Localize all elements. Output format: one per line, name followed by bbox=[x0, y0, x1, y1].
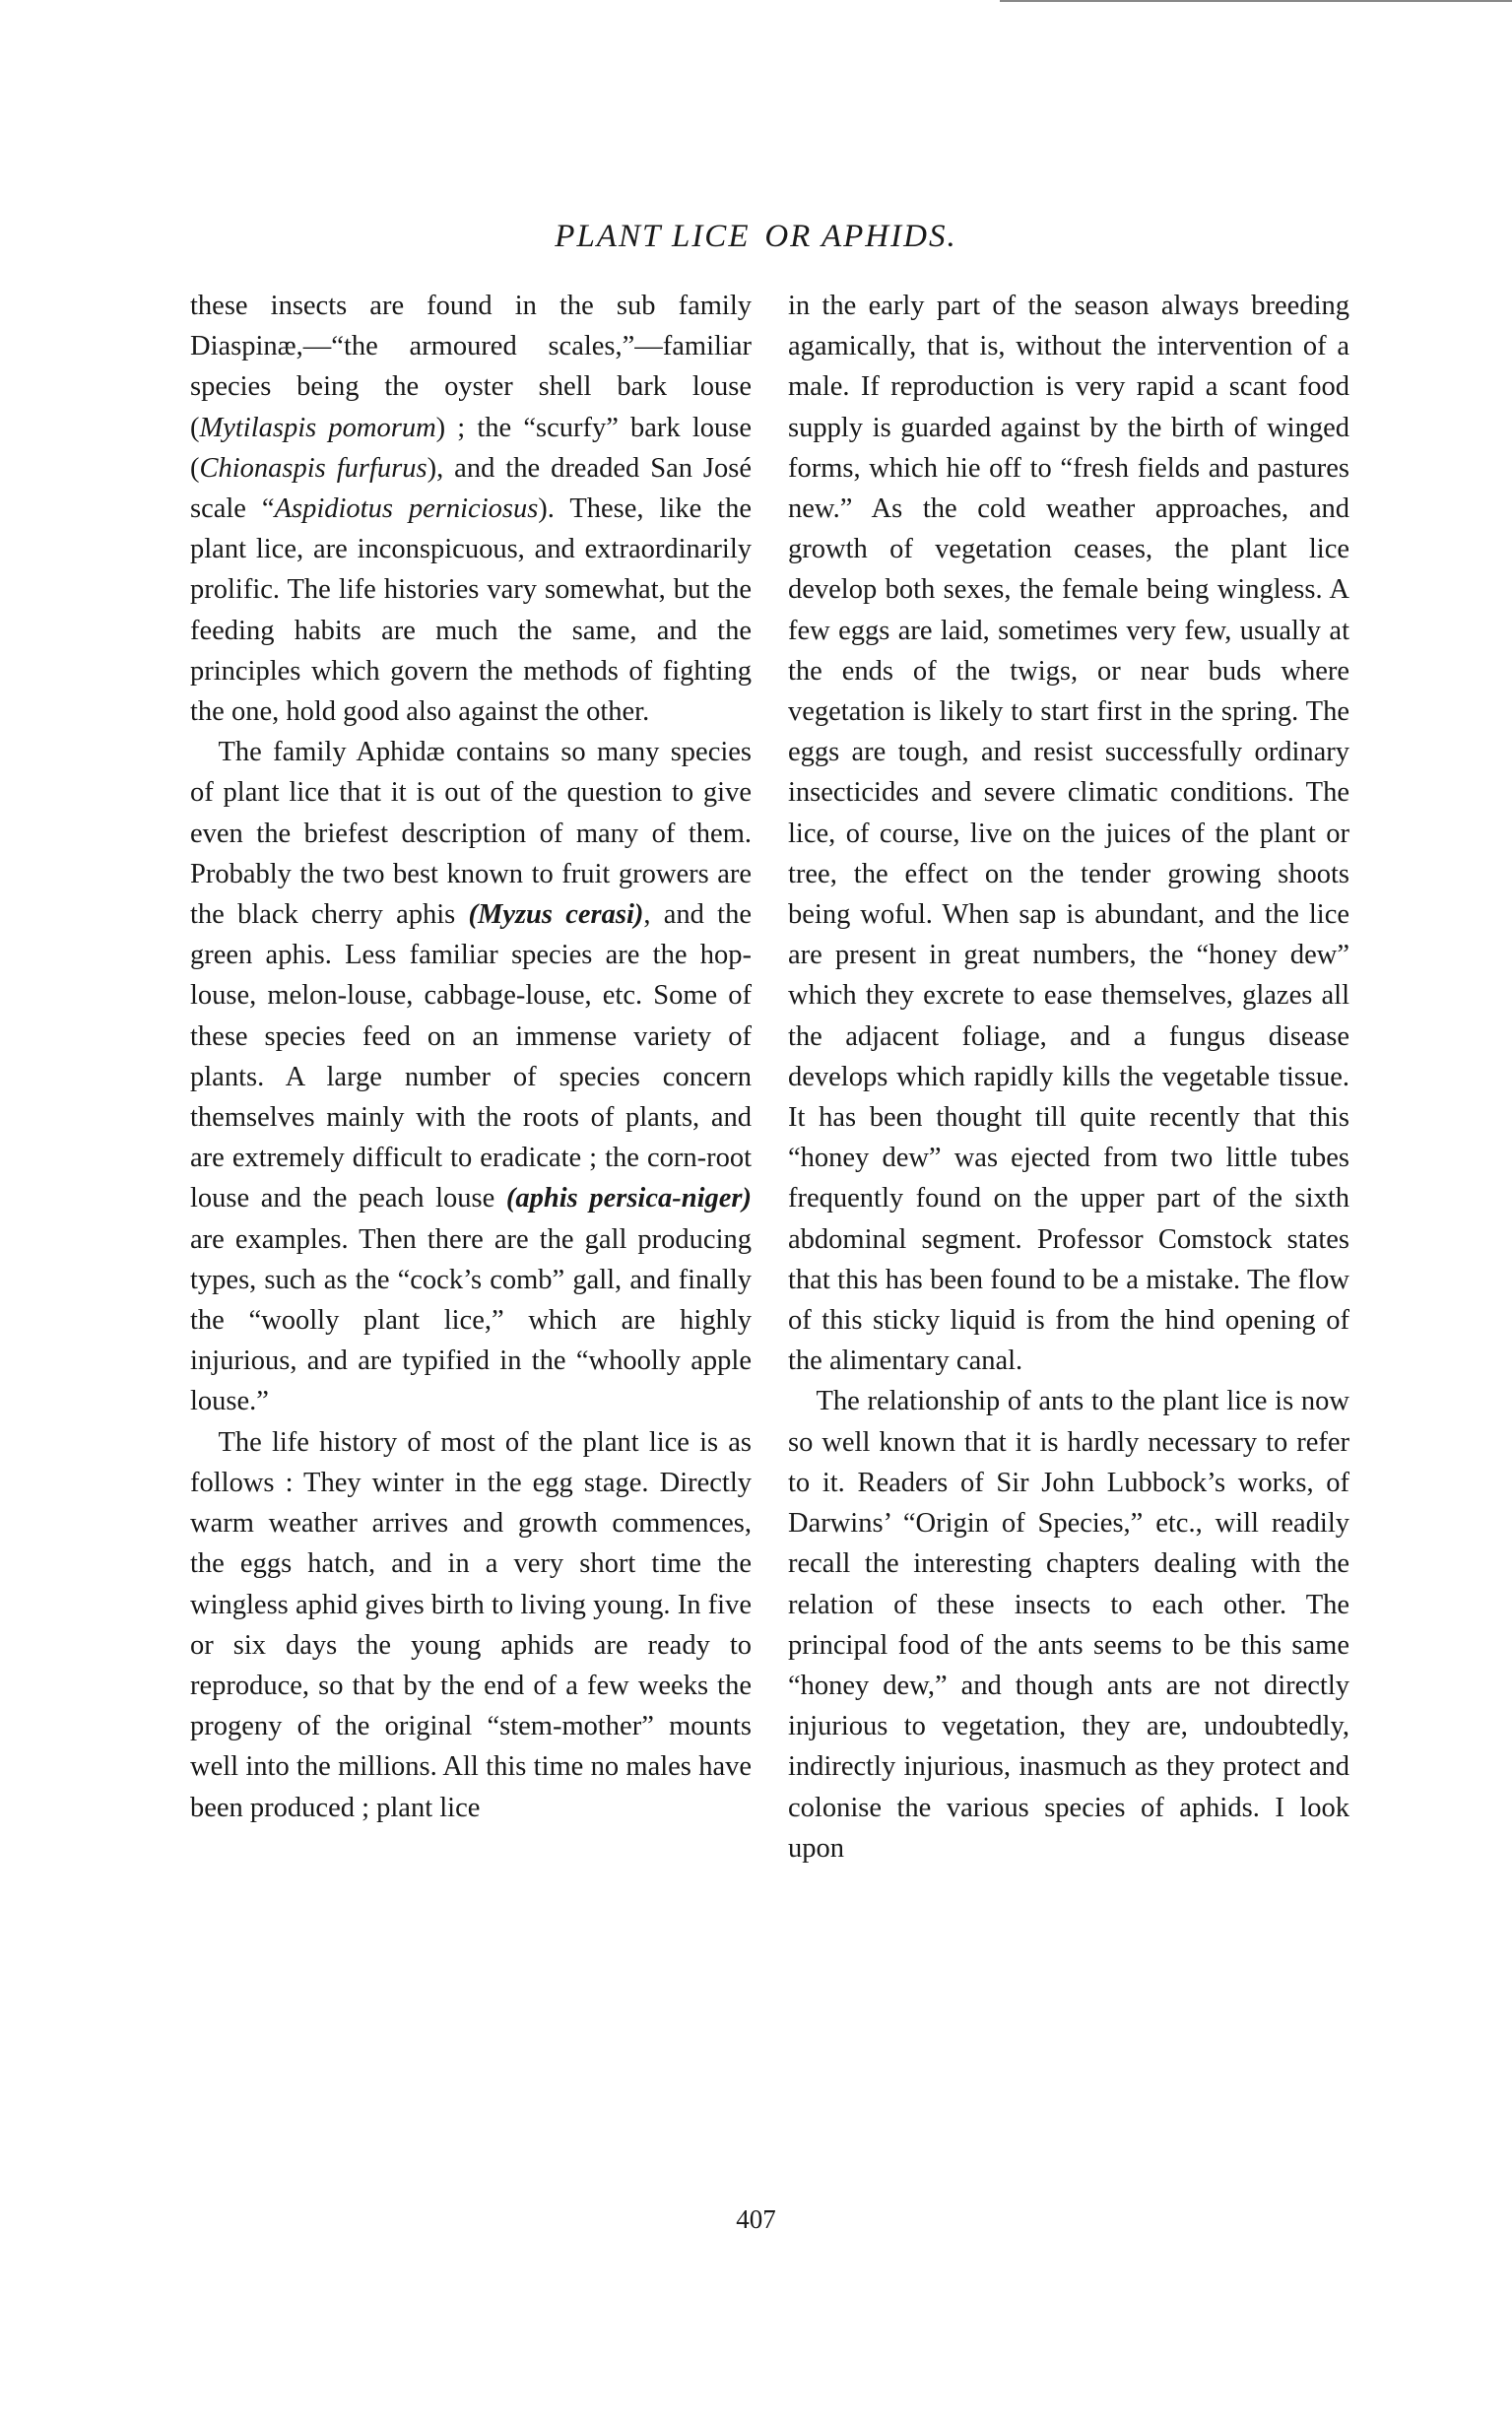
running-header-part2: OR APHIDS. bbox=[764, 219, 957, 254]
species-name: (aphis persica-niger) bbox=[505, 1183, 752, 1214]
left-column bbox=[190, 286, 752, 1828]
text-run: , and the green aphis. Less familiar species are the hop-louse, melon-louse, cabbage-louse, etc. Some of these species feed on an immense variety of plants. A large number of species concern themselves mainly with the roots of plants, and are extremely difficult to eradicate ; the corn-root louse and the peach louse bbox=[190, 899, 753, 1214]
text-run: are examples. Then there are the gall producing types, such as the “cock’s comb” gall, and finally the “woolly plant lice,” which are highly injurious, and are typified in the “whoolly apple louse.” bbox=[190, 1223, 752, 1417]
species-name: (Myzus cerasi) bbox=[468, 899, 644, 931]
running-header bbox=[0, 219, 1512, 255]
running-header-part1: PLANT LICE bbox=[555, 219, 751, 254]
paragraph bbox=[190, 732, 752, 1421]
text-run: The family Aphidæ contains so many species of plant lice that it is out of the question to give even the briefest description of many of them. Probably the two best known to fruit growers are the black cherry aphis bbox=[190, 737, 752, 931]
species-name: Aspidiotus perniciosus bbox=[274, 493, 539, 525]
species-name: Mytilaspis pomorum bbox=[199, 412, 436, 443]
text-run: these insects are found in the sub family Diaspinæ,—“the armoured scales,”—familiar species being the oyster shell bark louse ( bbox=[190, 291, 752, 443]
paragraph: in the early part of the season always breeding agamically, that is, without the intervention of a male. If reproduction is very rapid a scant food supply is guarded against by the birth of winged forms, which hie off to “fresh fields and pastures new.” As the cold weather approaches, and growth of vegetation ceases, the plant lice develop both sexes, the female being wingless. A few eggs are laid, sometimes very few, usually at the ends of the twigs, or near buds where vegetation is likely to start first in the spring. The eggs are tough, and resist successfully ordinary insecticides and severe climatic conditions. The lice, of course, live on the juices of the plant or tree, the effect on the tender growing shoots being woful. When sap is abundant, and the lice are present in great numbers, the “honey dew” which they excrete to ease themselves, glazes all the adjacent foliage, and a fungus disease develops which rapidly kills the vegetable tissue. It has been thought till quite recently that this “honey dew” was ejected from two little tubes frequently found on the upper part of the sixth abdominal segment. Professor Comstock states that this has been found to be a mistake. The flow of this sticky liquid is from the hind opening of the alimentary canal. bbox=[788, 291, 1349, 1377]
right-column bbox=[788, 286, 1349, 1869]
paragraph: The relationship of ants to the plant lice is now so well known that it is hardly necessary to refer to it. Readers of Sir John Lubbock’s works, of Darwins’ “Origin of Species,” etc., will readily recall the interesting chapters dealing with the relation of these insects to each other. The principal food of the ants seems to be this same “honey dew,” and though ants are not directly injurious to vegetation, they are, undoubtedly, indirectly injurious, inasmuch as they protect and colonise the various species of aphids. I look upon bbox=[788, 1386, 1349, 1864]
text-run: ) ; the “scurfy” bark louse ( bbox=[190, 412, 752, 484]
paragraph: The life history of most of the plant lice is as follows : They winter in the egg stage. Directly warm weather arrives and growth commences, the eggs hatch, and in a very short time the wingless aphid gives birth to living young. In five or six days the young aphids are ready to reproduce, so that by the end of a few weeks the progeny of the original “stem-mother” mounts well into the millions. All this time no males have been produced ; plant lice bbox=[190, 1426, 752, 1823]
species-name: Chionaspis furfurus bbox=[199, 452, 427, 484]
text-run: ). These, like the plant lice, are inconspicuous, and extraordinarily prolific. The life histories vary somewhat, but the feeding habits are much the same, and the principles which govern the methods of fighting the one, hold good also against the other. bbox=[190, 493, 752, 728]
text-run: ), and the dreaded San José scale “ bbox=[190, 452, 753, 525]
page-number: 407 bbox=[736, 2204, 776, 2234]
top-rule bbox=[1000, 0, 1512, 2]
paragraph bbox=[190, 286, 752, 732]
